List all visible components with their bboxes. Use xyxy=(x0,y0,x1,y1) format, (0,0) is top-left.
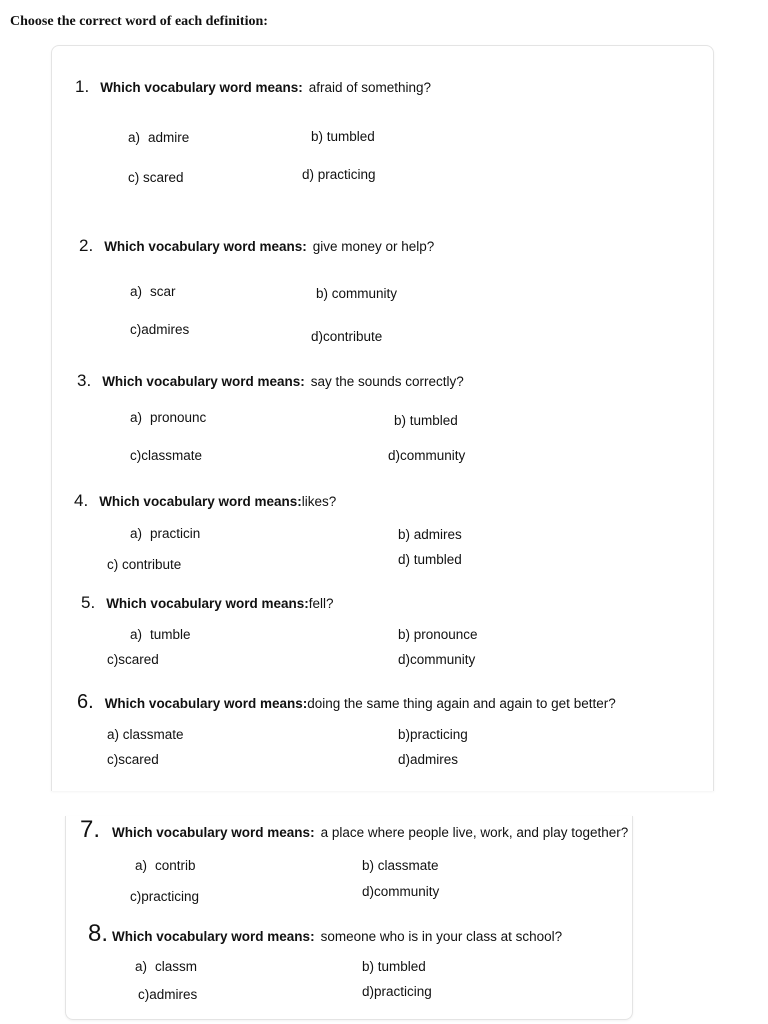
option-a[interactable] xyxy=(135,858,196,873)
option-a[interactable] xyxy=(130,627,191,642)
option-d[interactable]: d)admires xyxy=(398,752,459,767)
question-number: 3. xyxy=(77,371,92,390)
option-letter: a) xyxy=(130,284,143,299)
option-d[interactable]: d)practicing xyxy=(362,984,432,999)
option-c[interactable]: c) scared xyxy=(128,170,184,185)
question-definition: a place where people live, work, and play together? xyxy=(320,825,629,840)
option-c[interactable]: c)admires xyxy=(138,987,198,1002)
question-number: 6. xyxy=(77,691,94,713)
question-definition: fell? xyxy=(308,596,334,611)
question-definition: give money or help? xyxy=(312,239,435,254)
option-b[interactable]: b) pronounce xyxy=(398,627,478,642)
option-d[interactable]: d)community xyxy=(362,884,440,899)
option-d[interactable]: d)community xyxy=(398,652,476,667)
option-b[interactable]: b) admires xyxy=(398,527,462,542)
option-c[interactable]: c)scared xyxy=(107,752,159,767)
option-b[interactable]: b) community xyxy=(316,286,398,301)
option-word: tumble xyxy=(150,627,191,642)
option-letter: a) xyxy=(130,526,143,541)
option-a[interactable] xyxy=(128,130,189,145)
option-letter: a) xyxy=(135,858,148,873)
question-5 xyxy=(81,593,334,613)
option-d[interactable]: d)community xyxy=(388,448,466,463)
option-a[interactable] xyxy=(130,284,176,299)
question-7 xyxy=(80,816,628,844)
question-label: Which vocabulary word means: xyxy=(104,239,307,254)
question-label: Which vocabulary word means: xyxy=(112,929,315,944)
question-definition: afraid of something? xyxy=(308,80,432,95)
question-number: 1. xyxy=(75,77,90,96)
option-b[interactable]: b) tumbled xyxy=(311,129,375,144)
option-c[interactable]: c) contribute xyxy=(107,557,182,572)
option-a[interactable] xyxy=(135,959,197,974)
question-definition: say the sounds correctly? xyxy=(310,374,464,389)
question-8 xyxy=(88,920,562,948)
option-b[interactable]: b) tumbled xyxy=(394,413,458,428)
option-b[interactable]: b)practicing xyxy=(398,727,468,742)
question-label: Which vocabulary word means: xyxy=(106,596,309,611)
question-6 xyxy=(77,691,616,714)
question-definition: doing the same thing again and again to get better? xyxy=(307,696,616,711)
question-label: Which vocabulary word means: xyxy=(100,80,303,95)
option-c[interactable]: c)practicing xyxy=(130,889,200,904)
question-number: 8. xyxy=(88,920,109,947)
option-d[interactable]: d) tumbled xyxy=(398,552,462,567)
option-a[interactable] xyxy=(130,526,200,541)
option-d[interactable]: d)contribute xyxy=(311,329,383,344)
option-word: admire xyxy=(148,130,190,145)
option-c[interactable]: c)admires xyxy=(130,322,190,337)
question-2 xyxy=(79,236,434,256)
option-b[interactable]: b) classmate xyxy=(362,858,439,873)
option-a[interactable] xyxy=(130,410,206,425)
option-letter: a) xyxy=(130,410,143,425)
option-d[interactable]: d) practicing xyxy=(302,167,376,182)
question-label: Which vocabulary word means: xyxy=(112,825,315,840)
option-c[interactable]: c)classmate xyxy=(130,448,203,463)
question-definition: likes? xyxy=(301,494,337,509)
option-word: contrib xyxy=(155,858,196,873)
question-1 xyxy=(75,77,431,97)
question-3 xyxy=(77,371,464,391)
option-word: pronounc xyxy=(150,410,207,425)
page-heading: Choose the correct word of each definition: xyxy=(10,14,268,29)
question-label: Which vocabulary word means: xyxy=(102,374,305,389)
option-word: practicin xyxy=(150,526,201,541)
question-4 xyxy=(74,491,336,511)
option-c[interactable]: c)scared xyxy=(107,652,159,667)
question-number: 4. xyxy=(74,491,89,510)
option-letter: a) xyxy=(130,627,143,642)
question-number: 7. xyxy=(80,816,101,843)
option-word: classm xyxy=(155,959,198,974)
question-number: 2. xyxy=(79,236,94,255)
option-letter: a) xyxy=(135,959,148,974)
option-word: scar xyxy=(150,284,176,299)
question-definition: someone who is in your class at school? xyxy=(320,929,563,944)
question-number: 5. xyxy=(81,593,96,612)
option-a[interactable]: a) classmate xyxy=(107,727,184,742)
option-letter: a) xyxy=(128,130,141,145)
question-label: Which vocabulary word means: xyxy=(104,696,308,711)
option-b[interactable]: b) tumbled xyxy=(362,959,426,974)
question-label: Which vocabulary word means: xyxy=(99,494,302,509)
